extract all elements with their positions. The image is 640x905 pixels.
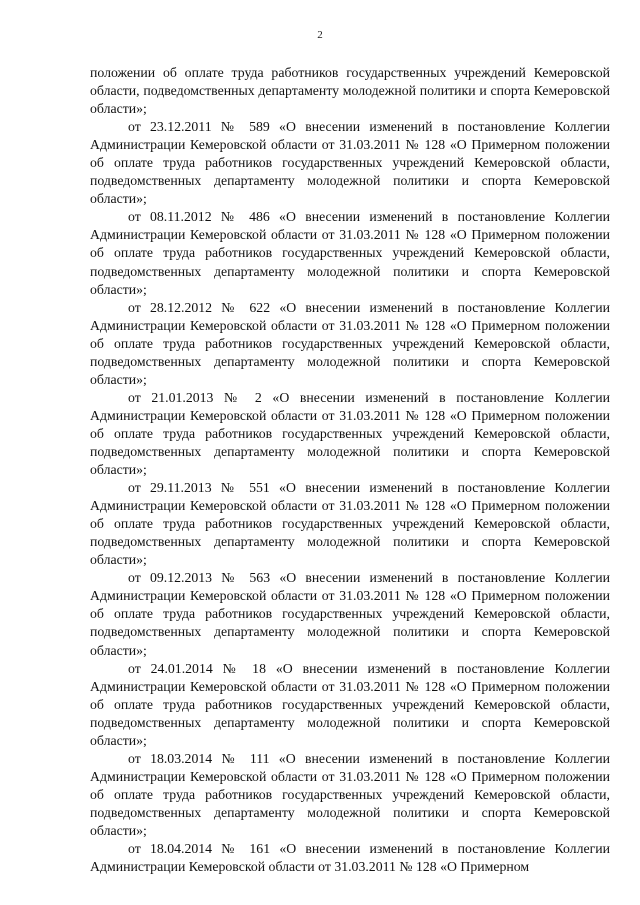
paragraph-resolution-2013-551: от 29.11.2013 № 551 «О внесении изменений в постановление Коллегии Администрации Кемеровской области от 31.03.2011 № 128 «О Примерном положении об оплате труда работников государственных учреждений Кемеровской области, подведомственных департаменту молодежной политики и спорта Кемеровской области»; bbox=[90, 480, 610, 568]
page-number: 2 bbox=[317, 29, 323, 41]
paragraph-resolution-2013-563: от 09.12.2013 № 563 «О внесении изменений в постановление Коллегии Администрации Кемеровской области от 31.03.2011 № 128 «О Примерном положении об оплате труда работников государственных учреждений Кемеровской области, подведомственных департаменту молодежной политики и спорта Кемеровской области»; bbox=[90, 570, 610, 658]
paragraph-resolution-2014-161: от 18.04.2014 № 161 «О внесении изменений в постановление Коллегии Администрации Кемеровской области от 31.03.2011 № 128 «О Примерном bbox=[90, 841, 610, 875]
paragraph-continuation: положении об оплате труда работников государственных учреждений Кемеровской области, подведомственных департаменту молодежной политики и спорта Кемеровской области»; bbox=[90, 65, 610, 117]
paragraph-resolution-2013-2: от 21.01.2013 № 2 «О внесении изменений в постановление Коллегии Администрации Кемеровской области от 31.03.2011 № 128 «О Примерном положении об оплате труда работников государственных учреждений Кемеровской области, подведомственных департаменту молодежной политики и спорта Кемеровской области»; bbox=[90, 389, 610, 478]
document-body bbox=[90, 64, 610, 876]
paragraph-resolution-2014-18: от 24.01.2014 № 18 «О внесении изменений в постановление Коллегии Администрации Кемеровской области от 31.03.2011 № 128 «О Примерном положении об оплате труда работников государственных учреждений Кемеровской области, подведомственных департаменту молодежной политики и спорта Кемеровской области»; bbox=[90, 660, 610, 748]
paragraph-resolution-2014-111: от 18.03.2014 № 111 «О внесении изменений в постановление Коллегии Администрации Кемеровской области от 31.03.2011 № 128 «О Примерном положении об оплате труда работников государственных учреждений Кемеровской области, подведомственных департаменту молодежной политики и спорта Кемеровской области»; bbox=[90, 750, 610, 838]
paragraph-resolution-2012-622: от 28.12.2012 № 622 «О внесении изменений в постановление Коллегии Администрации Кемеровской области от 31.03.2011 № 128 «О Примерном положении об оплате труда работников государственных учреждений Кемеровской области, подведомственных департаменту молодежной политики и спорта Кемеровской области»; bbox=[90, 299, 610, 387]
paragraph-resolution-2012-486: от 08.11.2012 № 486 «О внесении изменений в постановление Коллегии Администрации Кемеровской области от 31.03.2011 № 128 «О Примерном положении об оплате труда работников государственных учреждений Кемеровской области, подведомственных департаменту молодежной политики и спорта Кемеровской области»; bbox=[90, 209, 610, 297]
paragraph-resolution-2011-589: от 23.12.2011 № 589 «О внесении изменений в постановление Коллегии Администрации Кемеровской области от 31.03.2011 № 128 «О Примерном положении об оплате труда работников государственных учреждений Кемеровской области, подведомственных департаменту молодежной политики и спорта Кемеровской области»; bbox=[90, 119, 610, 207]
